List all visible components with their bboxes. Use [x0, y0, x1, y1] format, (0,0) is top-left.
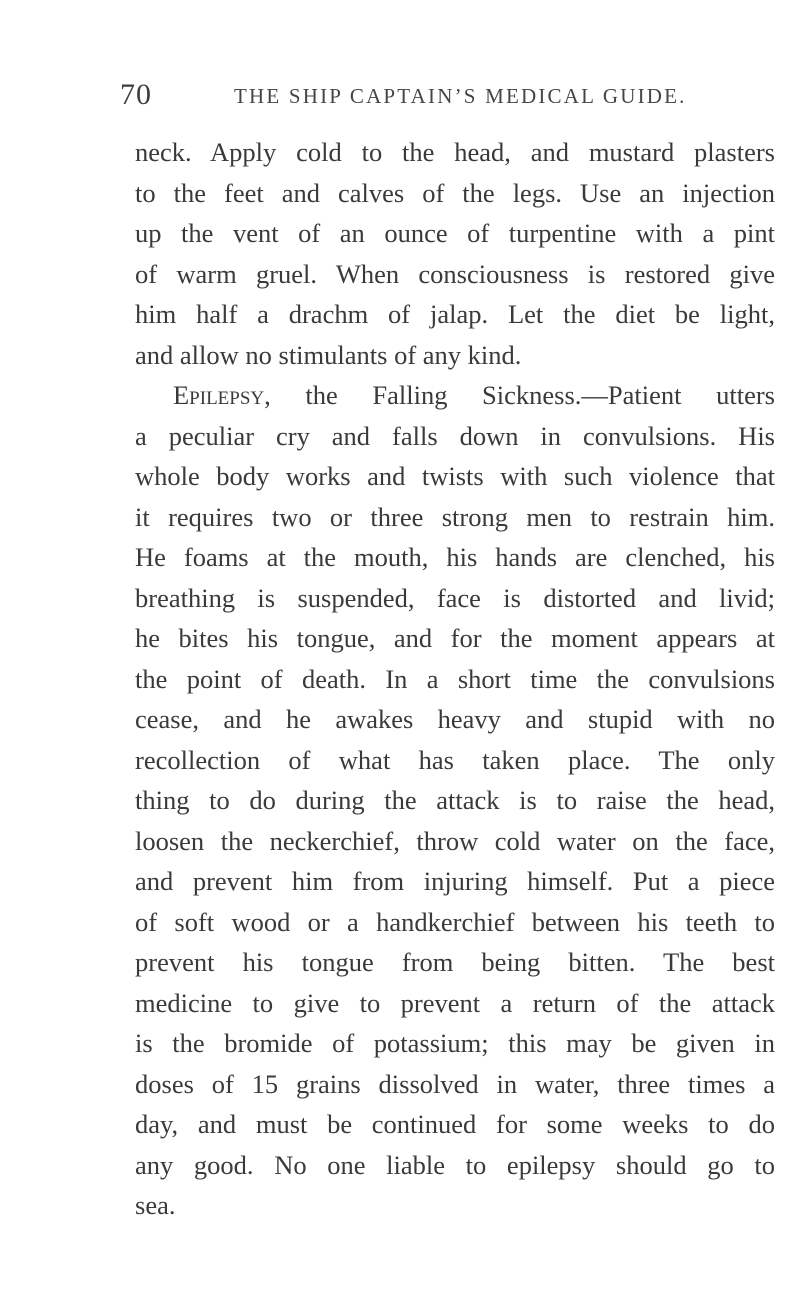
text-line: doses of 15 grains dissolved in water, three times a: [135, 1068, 775, 1099]
text-line: cease, and he awakes heavy and stupid with no: [135, 704, 775, 734]
heading-line-rest: the Falling Sickness.—Patient utters: [270, 380, 775, 410]
text-line: is the bromide of potassium; this may be given in: [135, 1028, 775, 1058]
paragraph-2: [135, 375, 775, 1226]
text-line: sea.: [135, 1190, 176, 1220]
text-line: breathing is suspended, face is distorted and livid;: [135, 582, 775, 613]
text-line: and prevent him from injuring himself. Put a piece: [135, 866, 775, 896]
text-line: up the vent of an ounce of turpentine with a pint: [135, 218, 775, 248]
text-line: whole body works and twists with such violence that: [135, 461, 775, 491]
page-header: [120, 78, 687, 118]
text-line: medicine to give to prevent a return of the attack: [135, 987, 775, 1018]
text-line: day, and must be continued for some weeks to do: [135, 1109, 775, 1139]
text-line: prevent his tongue from being bitten. The best: [135, 947, 775, 977]
text-line: loosen the neckerchief, throw cold water on the face,: [135, 825, 775, 856]
text-line: He foams at the mouth, his hands are clenched, his: [135, 542, 775, 572]
running-head: THE SHIP CAPTAIN’S MEDICAL GUIDE.: [234, 84, 687, 108]
text-line: him half a drachm of jalap. Let the diet be light,: [135, 299, 775, 329]
text-line: any good. No one liable to epilepsy should go to: [135, 1149, 775, 1180]
text-line: [135, 375, 775, 416]
text-line: to the feet and calves of the legs. Use an injection: [135, 177, 775, 208]
body-text: [135, 132, 775, 1226]
text-line: recollection of what has taken place. The only: [135, 744, 775, 775]
text-line: of soft wood or a handkerchief between his teeth to: [135, 906, 775, 937]
text-line: and allow no stimulants of any kind.: [135, 339, 522, 370]
text-line: of warm gruel. When consciousness is restored give: [135, 258, 775, 289]
section-heading: Epilepsy,: [173, 380, 271, 410]
text-line: he bites his tongue, and for the moment appears at: [135, 623, 775, 653]
page-number: 70: [120, 78, 152, 111]
text-line: thing to do during the attack is to raise the head,: [135, 785, 775, 815]
text-line: the point of death. In a short time the convulsions: [135, 663, 775, 694]
text-line: it requires two or three strong men to restrain him.: [135, 501, 775, 532]
text-line: a peculiar cry and falls down in convulsions. His: [135, 420, 775, 451]
paragraph-1: [135, 132, 775, 375]
text-line: neck. Apply cold to the head, and mustard plasters: [135, 137, 775, 167]
